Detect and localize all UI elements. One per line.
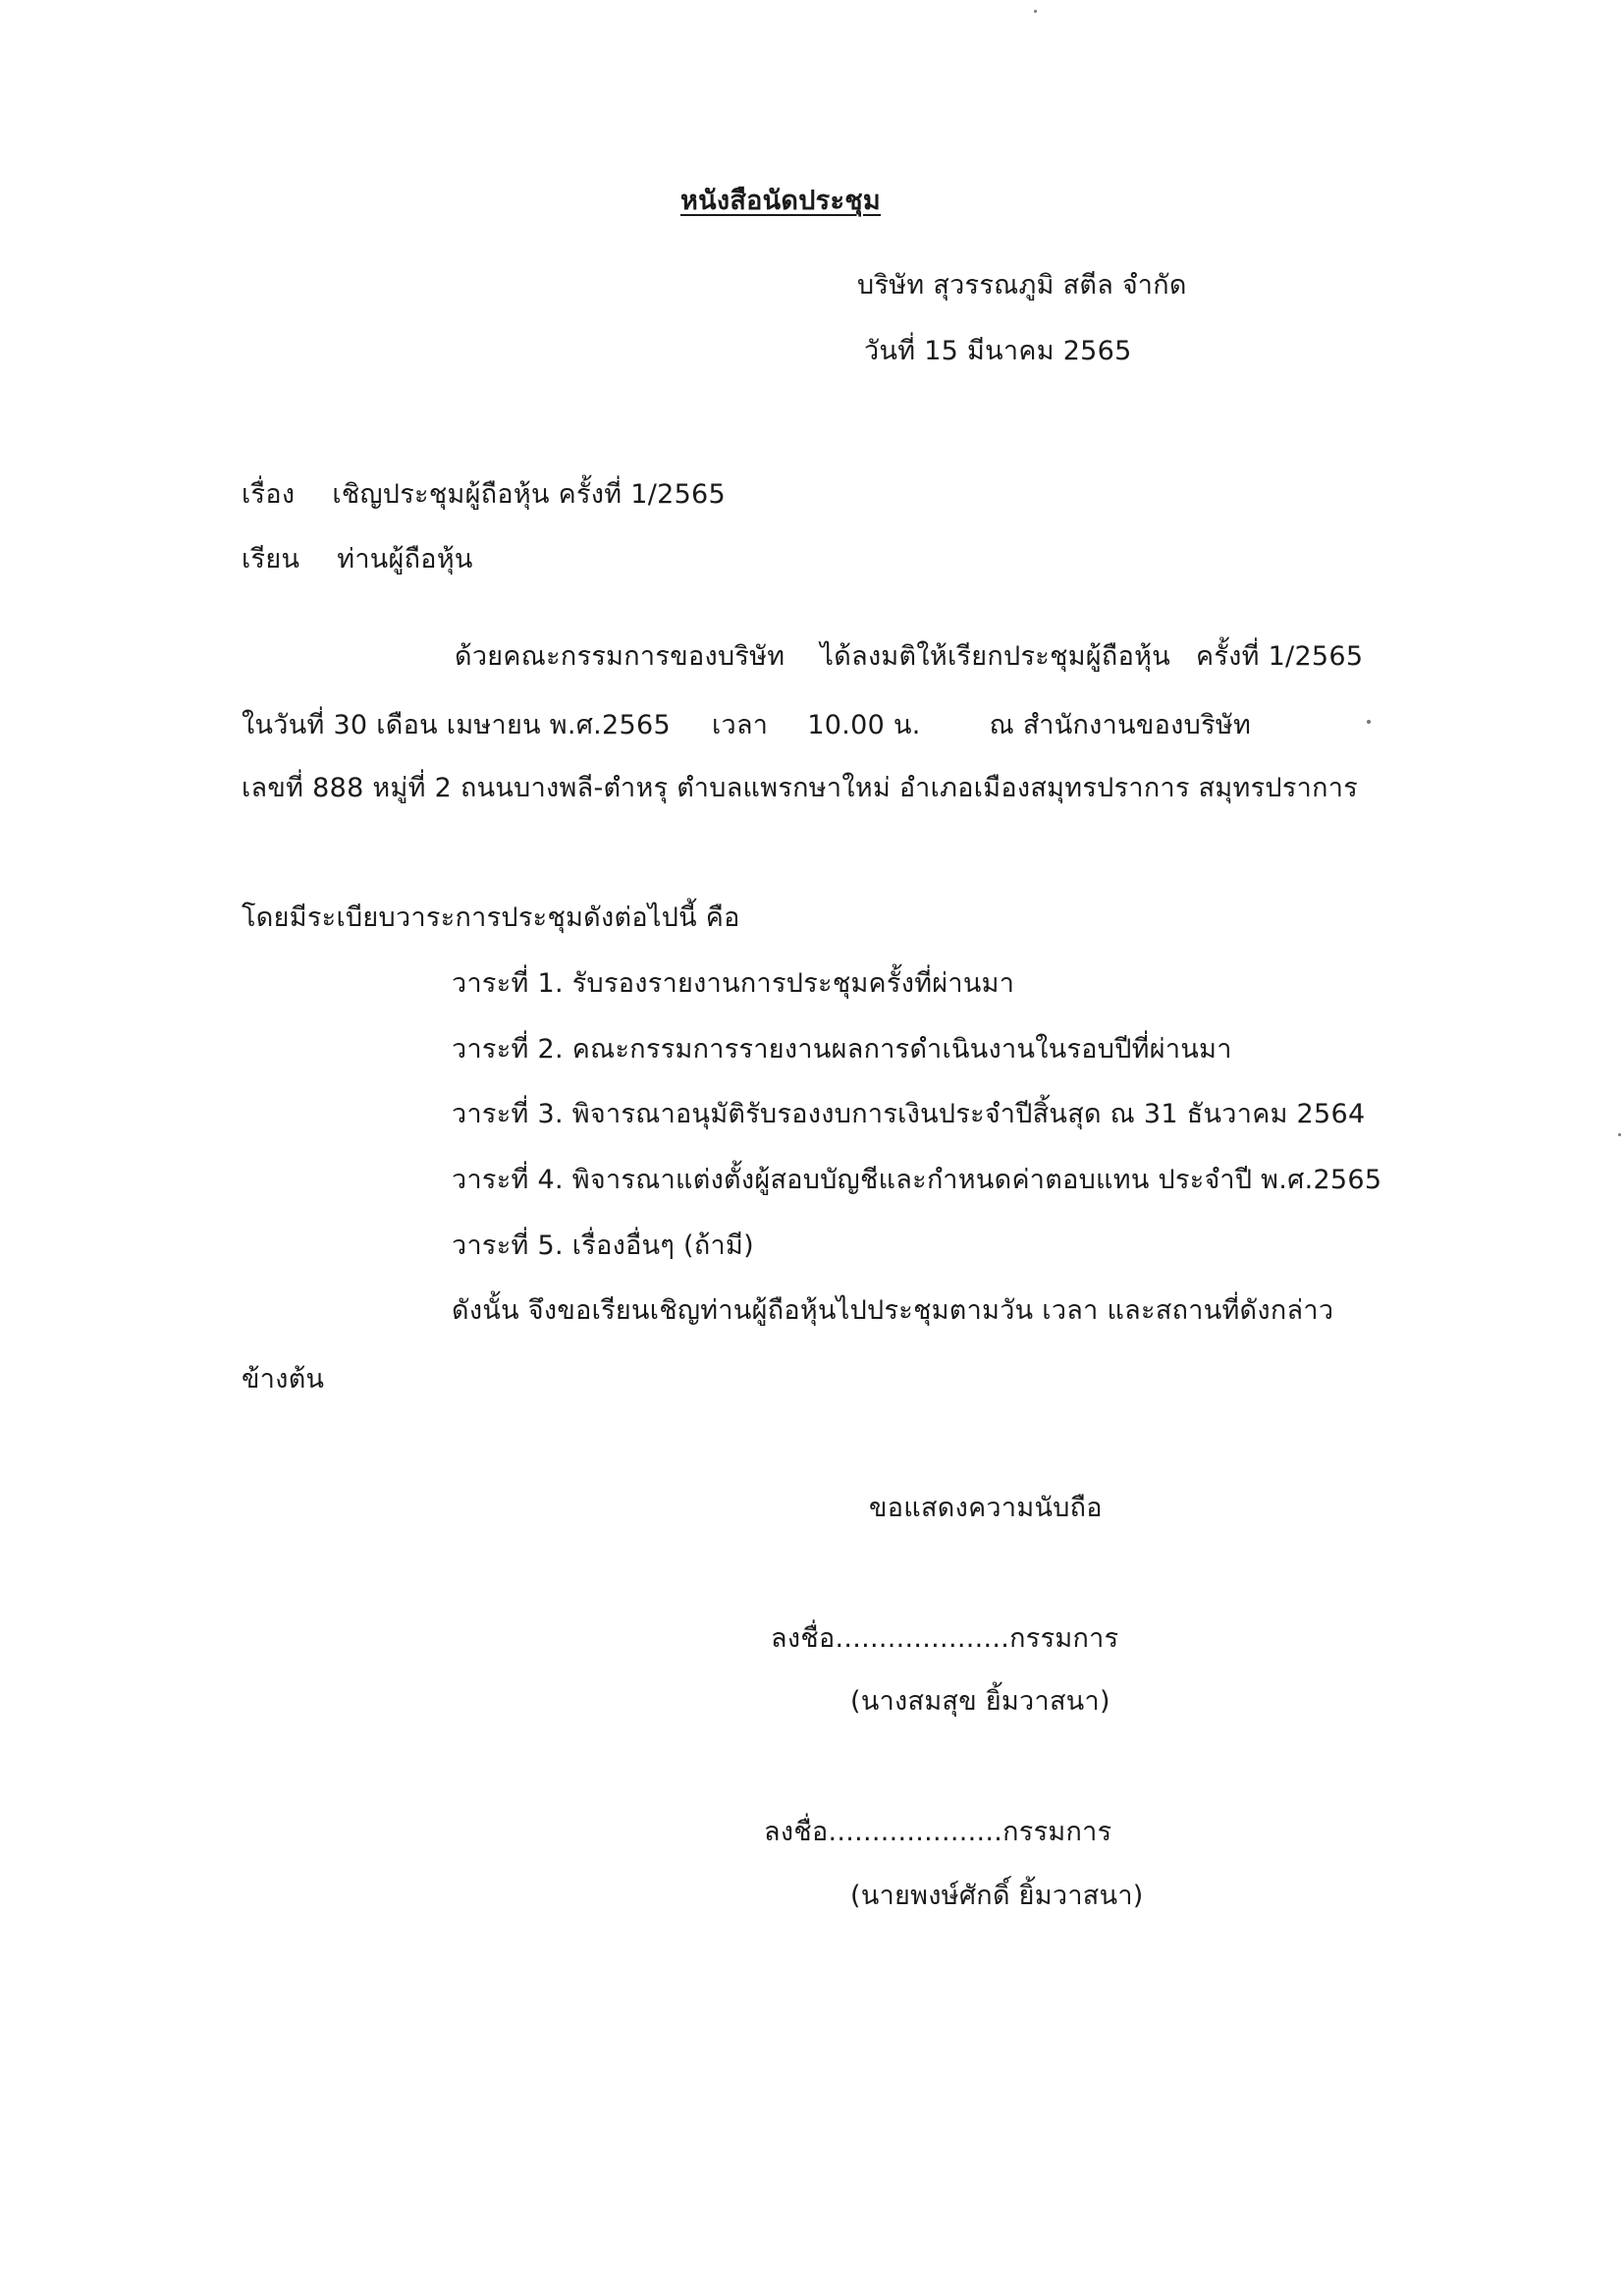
signature-line-1: ลงชื่อ....................กรรมการ [771, 1623, 1119, 1654]
scan-speck [1034, 10, 1037, 13]
scan-speck [1618, 1133, 1621, 1136]
body-line-1-b: ได้ลงมติให้เรียกประชุมผู้ถือหุ้น [820, 641, 1170, 672]
subject-text: เชิญประชุมผู้ถือหุ้น ครั้งที่ 1/2565 [332, 479, 727, 510]
agenda-intro: โดยมีระเบียบวาระการประชุมดังต่อไปนี้ คือ [242, 902, 740, 933]
agenda-item-3: วาระที่ 3. พิจารณาอนุมัติรับรองงบการเงินประจำปีสิ้นสุด ณ 31 ธันวาคม 2564 [452, 1099, 1366, 1129]
body-line-2-d: ณ สำนักงานของบริษัท [989, 710, 1252, 740]
body-line-2-c: 10.00 น. [807, 710, 921, 740]
recipient-text: ท่านผู้ถือหุ้น [337, 544, 473, 574]
signer-name-1: (นางสมสุข ยิ้มวาสนา) [850, 1686, 1110, 1717]
signer-name-2: (นายพงษ์ศักดิ์ ยิ้มวาสนา) [850, 1881, 1144, 1911]
body-line-2 [242, 709, 1251, 742]
subject-row [242, 478, 726, 512]
letter-date: วันที่ 15 มีนาคม 2565 [864, 336, 1132, 366]
company-name: บริษัท สุวรรณภูมิ สตีล จำกัด [857, 270, 1187, 301]
subject-label: เรื่อง [242, 479, 296, 510]
body-line-1 [455, 640, 1363, 674]
regards: ขอแสดงความนับถือ [869, 1493, 1103, 1523]
recipient-row [242, 543, 473, 576]
agenda-item-1: วาระที่ 1. รับรองรายงานการประชุมครั้งที่ผ่านมา [452, 968, 1015, 999]
agenda-item-4: วาระที่ 4. พิจารณาแต่งตั้งผู้สอบบัญชีและกำหนดค่าตอบแทน ประจำปี พ.ศ.2565 [452, 1165, 1382, 1195]
recipient-label: เรียน [242, 544, 300, 574]
closing-line-1: ดังนั้น จึงขอเรียนเชิญท่านผู้ถือหุ้นไปประชุมตามวัน เวลา และสถานที่ดังกล่าว [452, 1295, 1334, 1326]
scan-speck [1367, 720, 1371, 724]
body-line-3: เลขที่ 888 หมู่ที่ 2 ถนนบางพลี-ตำหรุ ตำบลแพรกษาใหม่ อำเภอเมืองสมุทรปราการ สมุทรปราการ [242, 773, 1359, 803]
body-line-1-c: ครั้งที่ 1/2565 [1195, 641, 1364, 672]
body-line-1-a: ด้วยคณะกรรมการของบริษัท [455, 641, 785, 672]
body-line-2-a: ในวันที่ 30 เดือน เมษายน พ.ศ.2565 [242, 710, 671, 740]
closing-line-2: ข้างต้น [242, 1364, 325, 1394]
body-line-2-b: เวลา [711, 710, 769, 740]
agenda-item-5: วาระที่ 5. เรื่องอื่นๆ (ถ้ามี) [452, 1230, 754, 1261]
signature-line-2: ลงชื่อ....................กรรมการ [764, 1817, 1112, 1847]
agenda-item-2: วาระที่ 2. คณะกรรมการรายงานผลการดำเนินงานในรอบปีที่ผ่านมา [452, 1034, 1232, 1065]
letter-title: หนังสือนัดประชุม [680, 186, 881, 216]
